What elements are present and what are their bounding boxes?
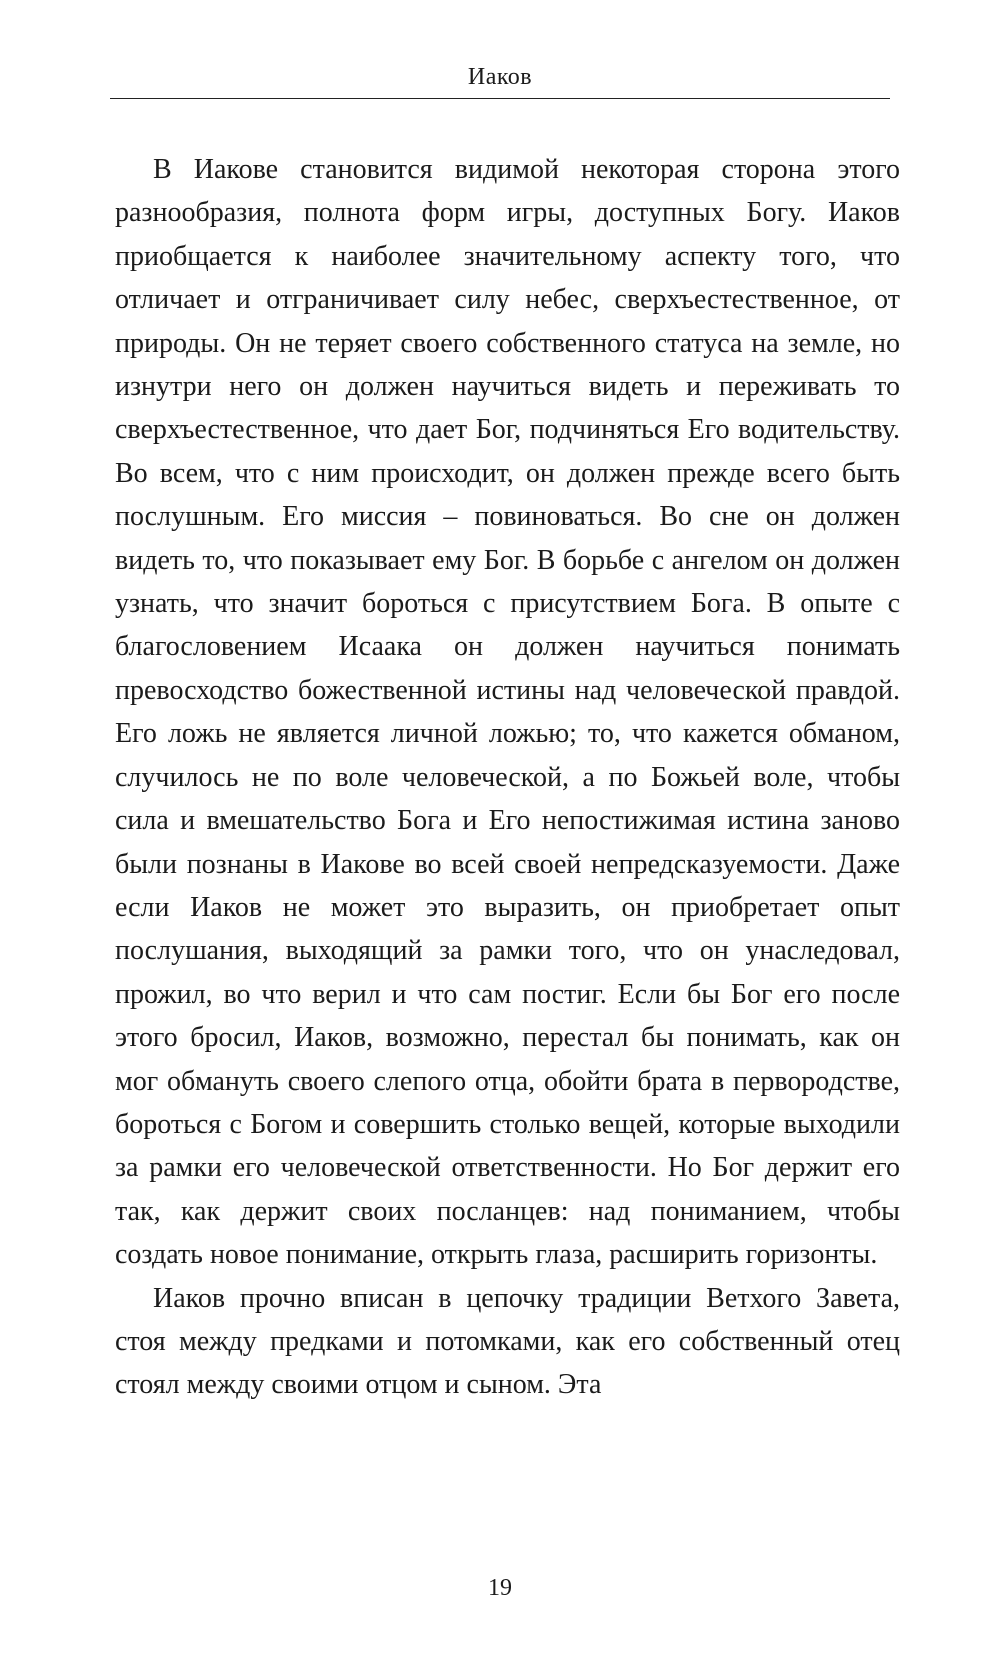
paragraph: В Иакове становится видимой некоторая сторона этого разнообразия, полнота форм игры, доступных Богу. Иаков приобщается к наиболее значительному аспекту того, что отличает и отграничивает силу небес, сверхъестественное, от природы. Он не теряет своего собственного статуса на земле, но изнутри него он должен научиться видеть и переживать то сверхъестественное, что дает Бог, подчиняться Его водительству. Во всем, что с ним происходит, он должен прежде всего быть послушным. Его миссия – повиноваться. Во сне он должен видеть то, что показывает ему Бог. В борьбе с ангелом он должен узнать, что значит бороться с присутствием Бога. В опыте с благословением Исаака он должен научиться понимать превосходство божественной истины над человеческой правдой. Его ложь не является личной ложью; то, что кажется обманом, случилось не по воле человеческой, а по Божьей воле, чтобы сила и вмешательство Бога и Его непостижимая истина заново были познаны в Иакове во всей своей непредсказуемости. Даже если Иаков не может это выразить, он приобретает опыт послушания, выходящий за рамки того, что он унаследовал, прожил, во что верил и что сам постиг. Если бы Бог его после этого бросил, Иаков, возможно, перестал бы понимать, как он мог обмануть своего слепого отца, обойти брата в первородстве, бороться с Богом и совершить столько вещей, которые выходили за рамки его человеческой ответственности. Но Бог держит его так, как держит своих посланцев: над пониманием, чтобы создать новое понимание, открыть глаза, расширить горизонты. [115,154,900,1271]
body-text [115,148,900,1407]
paragraph: Иаков прочно вписан в цепочку традиции Ветхого Завета, стоя между предками и потомками, как его собственный отец стоял между своими отцом и сыном. Эта [115,1282,900,1401]
running-head: Иаков [467,64,533,90]
header-rule [110,98,890,99]
page-number: 19 [488,1575,512,1601]
